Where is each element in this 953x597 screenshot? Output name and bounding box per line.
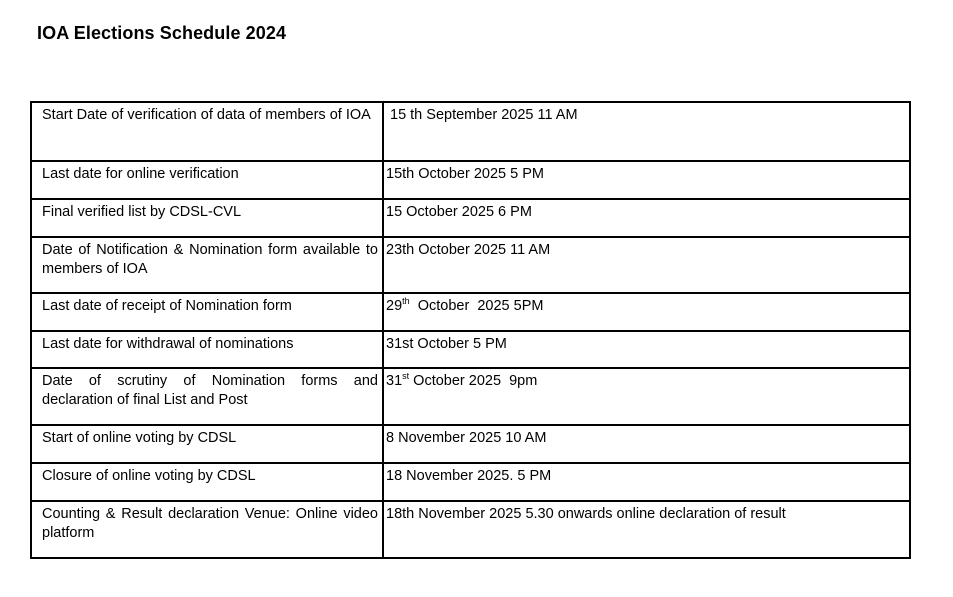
- schedule-table: [30, 101, 911, 559]
- page-title: IOA Elections Schedule 2024: [37, 23, 287, 43]
- event-cell: Final verified list by CDSL-CVL: [31, 199, 383, 237]
- clipped-previous-line: [0, 0, 953, 3]
- table-row: [31, 425, 910, 463]
- date-cell: 31st October 5 PM: [383, 331, 910, 368]
- date-rest: October 2025 9pm: [409, 373, 538, 389]
- table-row: [31, 161, 910, 199]
- event-cell: Last date of receipt of Nomination form: [31, 293, 383, 331]
- date-cell: 15 th September 2025 11 AM: [383, 102, 910, 161]
- table-row: [31, 501, 910, 558]
- event-cell: Last date for online verification: [31, 161, 383, 199]
- event-cell: Counting & Result declaration Venue: Online video platform: [31, 501, 383, 558]
- event-cell: Last date for withdrawal of nominations: [31, 331, 383, 368]
- date-cell: 15 October 2025 6 PM: [383, 199, 910, 237]
- event-cell: Start Date of verification of data of members of IOA: [31, 102, 383, 161]
- table-row: [31, 199, 910, 237]
- table-row: [31, 331, 910, 368]
- date-ordinal: st: [402, 371, 410, 381]
- date-cell: [383, 368, 910, 425]
- date-ordinal: th: [402, 296, 410, 306]
- date-rest: October 2025 5PM: [409, 298, 544, 314]
- date-cell: 15th October 2025 5 PM: [383, 161, 910, 199]
- date-number: 29: [386, 298, 403, 314]
- event-cell: Start of online voting by CDSL: [31, 425, 383, 463]
- date-cell: 18th November 2025 5.30 onwards online declaration of result: [383, 501, 910, 558]
- date-cell: 8 November 2025 10 AM: [383, 425, 910, 463]
- date-cell: 23th October 2025 11 AM: [383, 237, 910, 293]
- table-row: [31, 368, 910, 425]
- date-number: 31: [386, 373, 403, 389]
- table-row: [31, 463, 910, 501]
- event-cell: Closure of online voting by CDSL: [31, 463, 383, 501]
- table-row: [31, 293, 910, 331]
- event-cell: Date of Notification & Nomination form available to members of IOA: [31, 237, 383, 293]
- date-cell: 18 November 2025. 5 PM: [383, 463, 910, 501]
- date-cell: [383, 293, 910, 331]
- table-row: [31, 102, 910, 161]
- event-cell: Date of scrutiny of Nomination forms and declaration of final List and Post: [31, 368, 383, 425]
- table-row: [31, 237, 910, 293]
